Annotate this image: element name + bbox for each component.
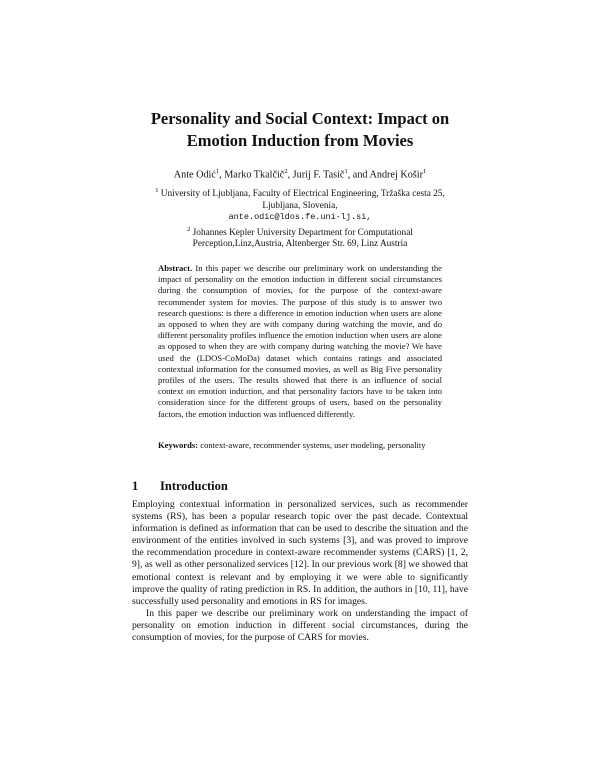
- author-affiliation-mark: 2: [284, 168, 288, 175]
- affiliation-mark: 2: [187, 225, 191, 233]
- title-line-2: Emotion Induction from Movies: [186, 131, 414, 150]
- keywords: [158, 440, 442, 451]
- abstract-label: Abstract.: [158, 263, 193, 273]
- author-name: Marko Tkalčič: [224, 169, 285, 181]
- keywords-label: Keywords:: [158, 440, 199, 450]
- title-line-1: Personality and Social Context: Impact on: [150, 109, 450, 128]
- author-name: Ante Odić: [173, 169, 216, 181]
- author-affiliation-mark: 1: [215, 168, 220, 175]
- abstract: [158, 263, 442, 420]
- author-name: Andrej Košir: [369, 169, 423, 181]
- author-separator: ,: [219, 169, 225, 181]
- affiliation-1-line-1: $^1$ University of Ljubljana, Faculty of Electrical Engineering, Tržaška cesta 25,: [155, 187, 445, 200]
- intro-paragraph-2: In this paper we describe our preliminary work on understanding the impact of personality on emotion induction in different social circumstances, during the consumption of movies, for the purpose of CARS for movies.: [132, 607, 468, 644]
- keywords-text: context-aware, recommender systems, user modeling, personality: [200, 440, 426, 450]
- section-number: 1: [132, 479, 139, 493]
- author-separator-and: , and: [347, 169, 370, 181]
- author-affiliation-mark: 1: [422, 168, 427, 175]
- paper-title: [80, 108, 520, 152]
- affiliations: [130, 185, 470, 251]
- affiliation-mark: 1: [155, 187, 159, 194]
- abstract-text: In this paper we describe our preliminary work on understanding the impact of personality on the emotion induction in different social circumstances during the consumption of movies, for the purpose of the context-aware recommender system for movies. The purpose of this study is to answer two research questions: is there a difference in emotion induction when users are alone as opposed to when they are with company during watching the movie, and do different personality profiles influence the emotion induction when users are alone as opposed to when they are with company during watching the movie? We have used the (LDOS-CoMoDa) dataset which contains ratings and associated contextual information for the consumed movies, as well as Big Five personality profiles of the users. The results showed that there is an influence of social context on emotion induction, and that personality factors have to be taken into consideration since for the different groups of users, based on the personality factors, the emotion induction was influenced differently.: [158, 263, 442, 419]
- affiliation-1-line-2: Ljubljana, Slovenia,: [262, 200, 338, 211]
- introduction-body: [132, 499, 468, 644]
- author-affiliation-mark: 1: [344, 168, 348, 175]
- section-title: Introduction: [160, 479, 228, 493]
- affiliation-1-email: ante.odic@ldos.fe.uni-lj.si,: [228, 212, 372, 223]
- intro-paragraph-1: Employing contextual information in personalized services, such as recommender systems (RS), has been a popular research topic over the past decade. Contextual information is defined as information that can be used to describe the situation and the environment of the entities involved in such systems [3], and was proved to improve the recommendation procedure in context-aware recommender systems (CARS) [1, 2, 9], as well as other personalized services [12]. In our previous work [8] we showed that emotional context is relevant and by employing it we were able to significantly improve the quality of rating prediction in RS. In addition, the authors in [10, 11], have successfully used personality and emotions in RS for images.: [132, 499, 468, 607]
- author-list: [60, 165, 540, 181]
- affiliation-2-line-1: $^2$ Johannes Kepler University Department for Computational: [187, 225, 413, 238]
- author-name: Jurij F. Tasič: [292, 169, 345, 181]
- affiliation-2-line-2: Perception,Linz,Austria, Altenberger Str. 69, Linz Austria: [192, 239, 408, 250]
- author-separator: ,: [287, 169, 293, 181]
- section-heading-introduction: [132, 479, 228, 494]
